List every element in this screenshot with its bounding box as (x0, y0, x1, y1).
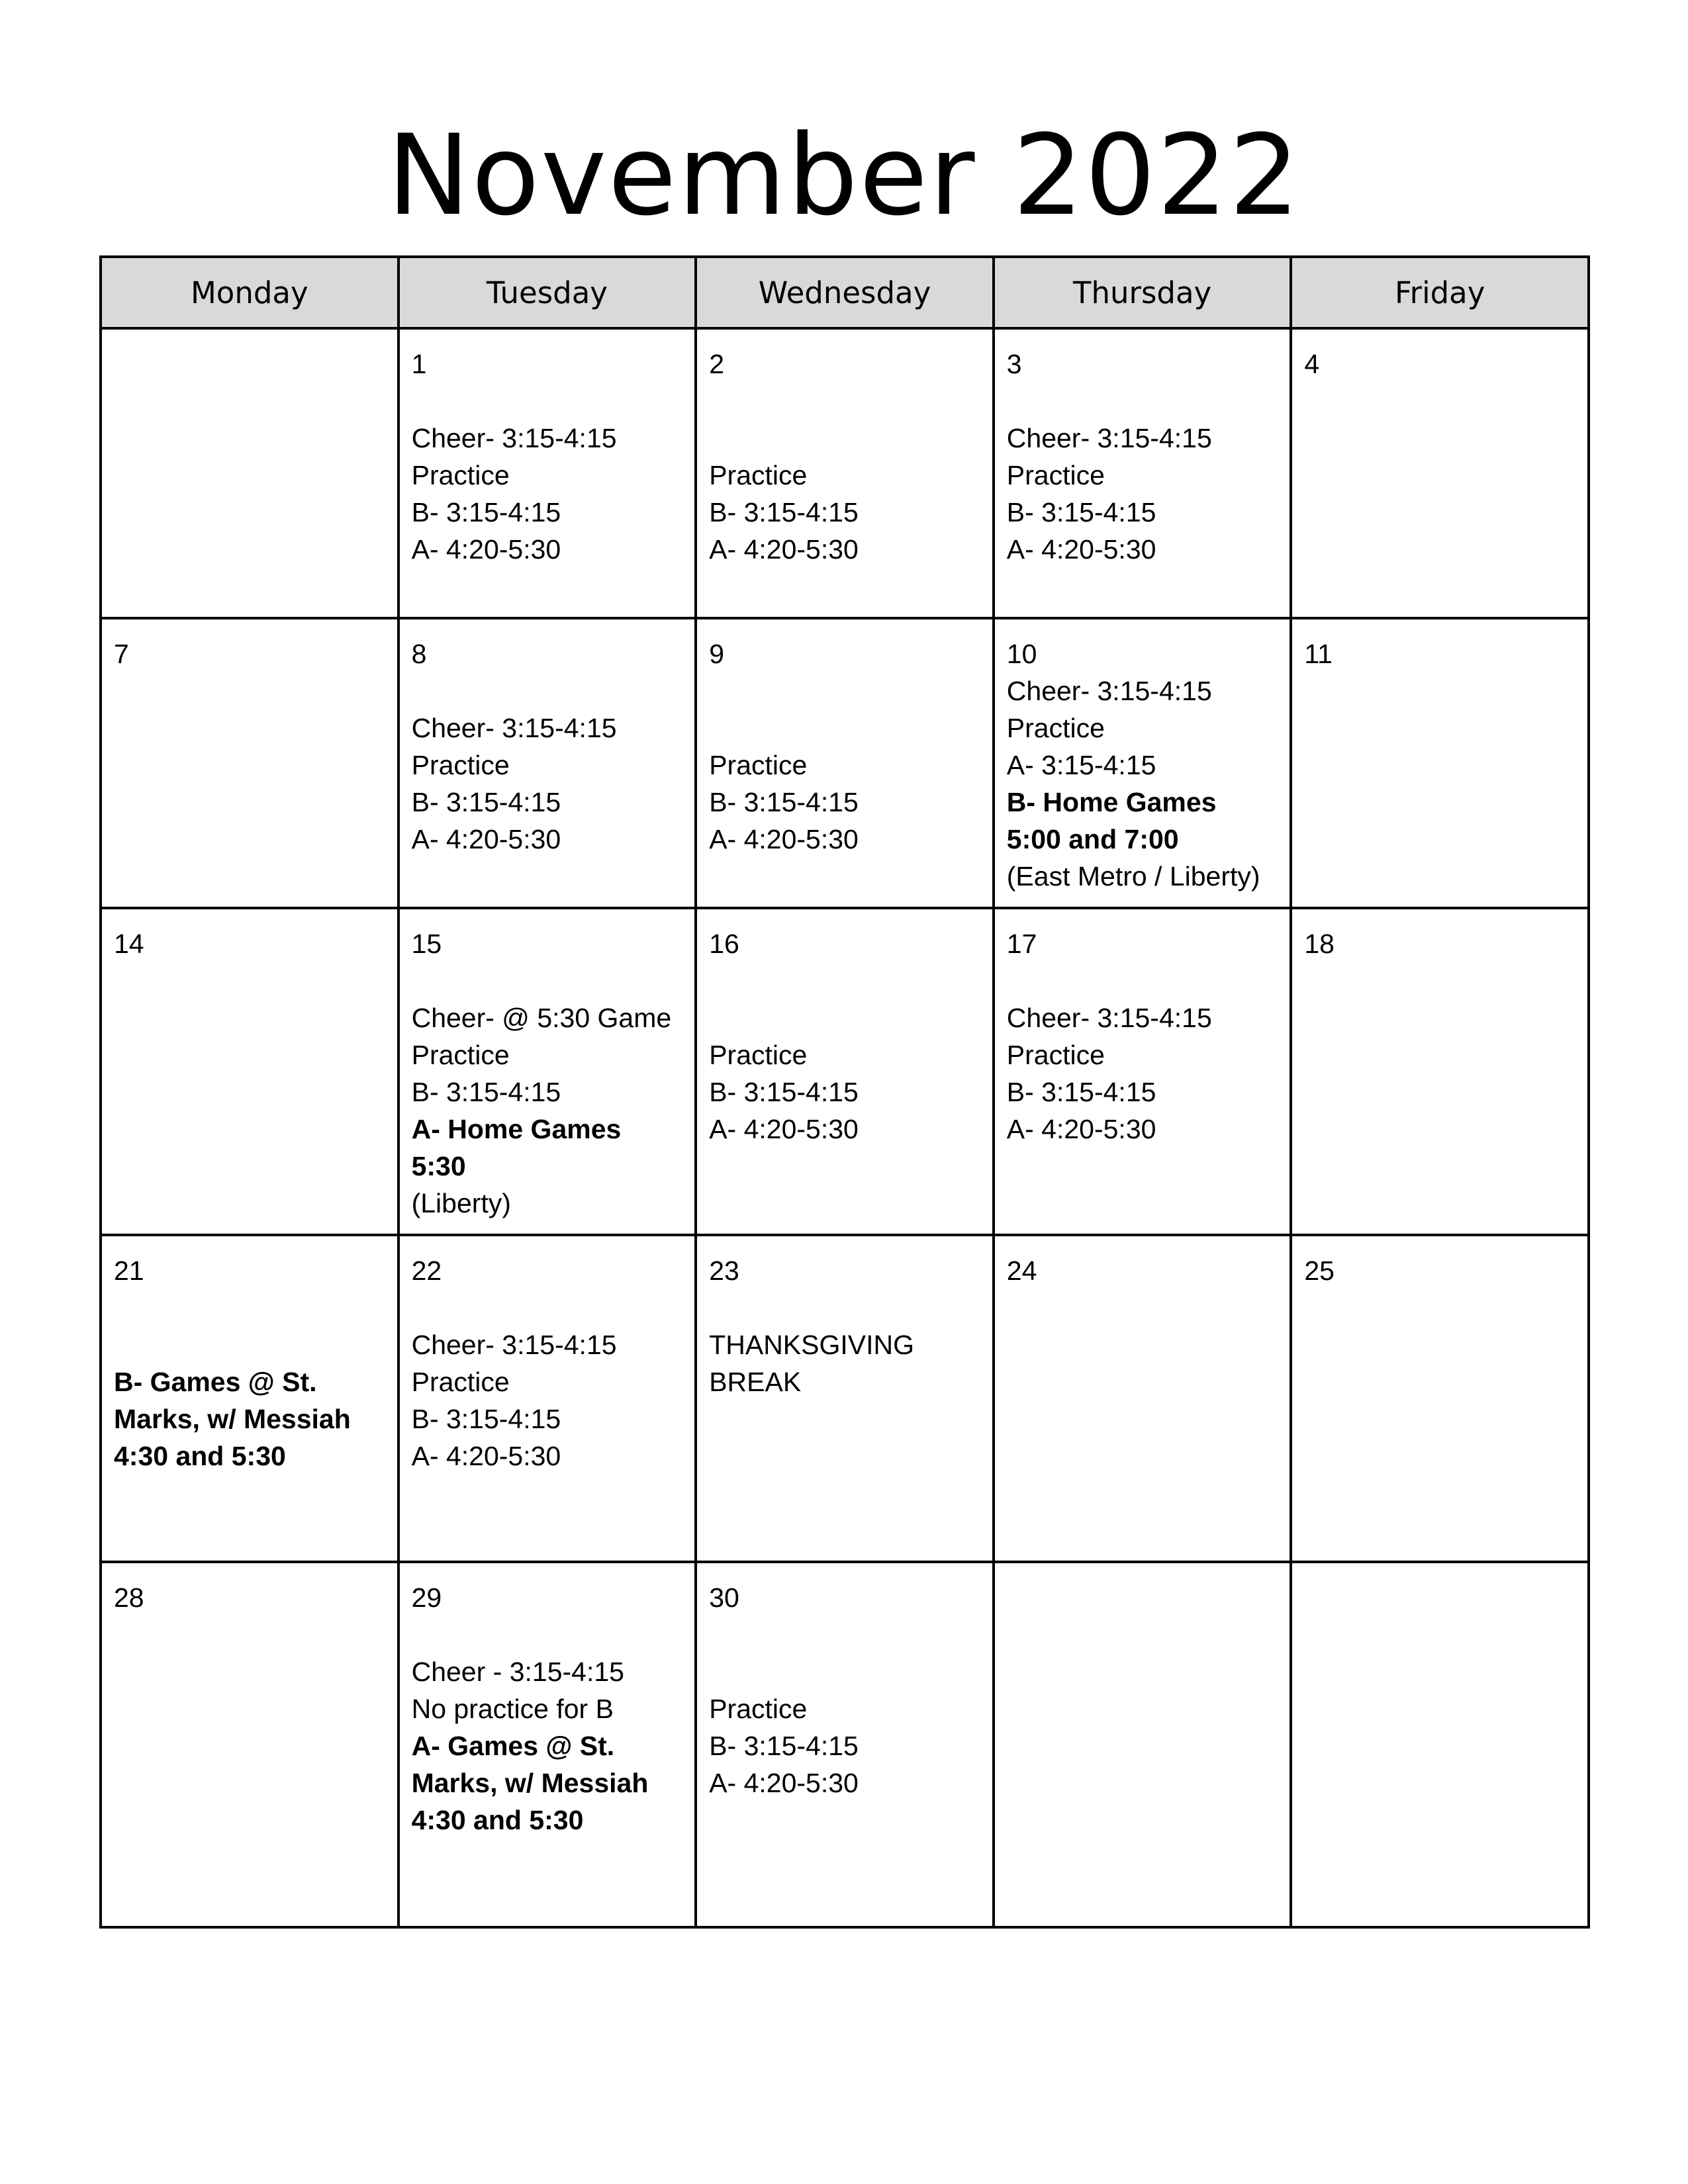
weekday-header-row (101, 257, 1589, 328)
day-cell-thursday (994, 1235, 1291, 1562)
event-line (709, 672, 980, 709)
day-number: 21 (114, 1255, 144, 1286)
event-line (1007, 962, 1278, 999)
event-line: 4:30 and 5:30 (114, 1441, 286, 1471)
event-line: Practice (411, 1040, 510, 1070)
day-number: 8 (411, 639, 427, 669)
event-line: 4:30 and 5:30 (411, 1805, 584, 1835)
day-cell-tuesday (399, 1235, 696, 1562)
event-line (412, 1616, 683, 1653)
day-number: 14 (114, 929, 144, 959)
day-number: 15 (411, 929, 442, 959)
day-cell-thursday (994, 618, 1291, 908)
day-number: 2 (709, 349, 724, 379)
event-line: Cheer- 3:15-4:15 (1006, 676, 1212, 706)
day-cell-wednesday (696, 908, 994, 1235)
event-line: 5:00 and 7:00 (1006, 824, 1179, 854)
day-number: 11 (1304, 639, 1333, 669)
event-line: Cheer- @ 5:30 Game (411, 1003, 672, 1033)
header-monday: Monday (101, 257, 399, 328)
event-line (114, 1289, 385, 1326)
event-line (412, 1289, 683, 1326)
day-number: 10 (1006, 639, 1037, 669)
event-line: A- 4:20-5:30 (709, 1114, 859, 1144)
event-line (1007, 383, 1278, 420)
event-line (709, 962, 980, 999)
day-number: 22 (411, 1255, 442, 1286)
event-line: Practice (411, 1367, 510, 1397)
day-number: 29 (411, 1582, 442, 1613)
day-cell-monday (101, 1562, 399, 1927)
day-cell-monday (101, 1235, 399, 1562)
event-line: A- 4:20-5:30 (411, 1441, 561, 1471)
event-line: A- Home Games (411, 1114, 622, 1144)
calendar-table (99, 255, 1590, 1929)
event-line: Cheer - 3:15-4:15 (411, 1657, 624, 1687)
day-number: 25 (1304, 1255, 1335, 1286)
day-cell-monday (101, 328, 399, 618)
week-row (101, 618, 1589, 908)
event-line: A- 4:20-5:30 (1006, 534, 1156, 565)
event-line: B- 3:15-4:15 (709, 787, 859, 817)
event-line: A- 4:20-5:30 (709, 534, 859, 565)
day-number: 17 (1006, 929, 1037, 959)
event-line: (East Metro / Liberty) (1006, 861, 1260, 891)
event-line: Practice (411, 460, 510, 490)
event-line: A- 4:20-5:30 (411, 824, 561, 854)
event-line: Practice (1006, 1040, 1105, 1070)
event-line: B- 3:15-4:15 (709, 497, 859, 527)
day-cell-thursday (994, 328, 1291, 618)
day-number: 9 (709, 639, 724, 669)
event-line: B- 3:15-4:15 (709, 1077, 859, 1107)
event-line: Cheer- 3:15-4:15 (1006, 1003, 1212, 1033)
event-line: B- 3:15-4:15 (411, 497, 561, 527)
event-line: A- Games @ St. (411, 1731, 615, 1761)
event-line (412, 672, 683, 709)
event-line (709, 709, 980, 747)
week-row (101, 908, 1589, 1235)
day-cell-friday (1291, 618, 1589, 908)
event-line (114, 1326, 385, 1363)
day-number: 3 (1006, 349, 1022, 379)
event-line: B- 3:15-4:15 (1006, 497, 1156, 527)
event-line: Practice (709, 1694, 808, 1724)
day-number: 30 (709, 1582, 739, 1613)
event-line: A- 4:20-5:30 (1006, 1114, 1156, 1144)
event-line (412, 962, 683, 999)
day-cell-monday (101, 618, 399, 908)
event-line: B- 3:15-4:15 (411, 787, 561, 817)
event-line: Practice (709, 1040, 808, 1070)
day-cell-friday (1291, 908, 1589, 1235)
week-row (101, 1235, 1589, 1562)
day-cell-tuesday (399, 1562, 696, 1927)
event-line: (Liberty) (411, 1188, 511, 1218)
event-line: Marks, w/ Messiah (114, 1404, 351, 1434)
day-cell-friday (1291, 1562, 1589, 1927)
day-cell-thursday (994, 908, 1291, 1235)
day-cell-thursday (994, 1562, 1291, 1927)
event-line (709, 1616, 980, 1653)
day-cell-friday (1291, 1235, 1589, 1562)
event-line: B- Games @ St. (114, 1367, 317, 1397)
day-number: 1 (411, 349, 427, 379)
event-line (709, 1653, 980, 1690)
header-thursday: Thursday (994, 257, 1291, 328)
day-number: 16 (709, 929, 739, 959)
day-cell-wednesday (696, 328, 994, 618)
event-line: B- Home Games (1006, 787, 1217, 817)
header-friday: Friday (1291, 257, 1589, 328)
day-number: 28 (114, 1582, 144, 1613)
header-tuesday: Tuesday (399, 257, 696, 328)
event-line: B- 3:15-4:15 (411, 1077, 561, 1107)
day-number: 23 (709, 1255, 739, 1286)
event-line: Practice (1006, 713, 1105, 743)
event-line: Practice (1006, 460, 1105, 490)
week-row (101, 1562, 1589, 1927)
event-line: Cheer- 3:15-4:15 (411, 1330, 617, 1360)
event-line: Cheer- 3:15-4:15 (1006, 423, 1212, 453)
day-cell-friday (1291, 328, 1589, 618)
day-cell-wednesday (696, 1562, 994, 1927)
day-number: 18 (1304, 929, 1335, 959)
page-title: November 2022 (387, 111, 1301, 240)
event-line: B- 3:15-4:15 (1006, 1077, 1156, 1107)
event-line (709, 1289, 980, 1326)
event-line (709, 383, 980, 420)
day-cell-tuesday (399, 908, 696, 1235)
day-number: 7 (114, 639, 129, 669)
event-line: A- 4:20-5:30 (709, 1768, 859, 1798)
event-line: A- 4:20-5:30 (709, 824, 859, 854)
day-cell-wednesday (696, 1235, 994, 1562)
header-wednesday: Wednesday (696, 257, 994, 328)
event-line: 5:30 (411, 1151, 466, 1181)
event-line: Practice (411, 750, 510, 780)
event-line: Practice (709, 460, 808, 490)
event-line: Cheer- 3:15-4:15 (411, 423, 617, 453)
event-line: A- 4:20-5:30 (411, 534, 561, 565)
event-line: B- 3:15-4:15 (709, 1731, 859, 1761)
week-row (101, 328, 1589, 618)
event-line: No practice for B (411, 1694, 614, 1724)
event-line: B- 3:15-4:15 (411, 1404, 561, 1434)
event-line: A- 3:15-4:15 (1006, 750, 1156, 780)
day-number: 24 (1006, 1255, 1037, 1286)
event-line: THANKSGIVING (709, 1330, 915, 1360)
event-line (412, 383, 683, 420)
event-line: Marks, w/ Messiah (411, 1768, 649, 1798)
day-cell-tuesday (399, 618, 696, 908)
event-line (709, 999, 980, 1036)
day-number: 4 (1304, 349, 1320, 379)
event-line: BREAK (709, 1367, 802, 1397)
day-cell-tuesday (399, 328, 696, 618)
day-cell-monday (101, 908, 399, 1235)
event-line: Cheer- 3:15-4:15 (411, 713, 617, 743)
day-cell-wednesday (696, 618, 994, 908)
event-line (709, 420, 980, 457)
event-line: Practice (709, 750, 808, 780)
